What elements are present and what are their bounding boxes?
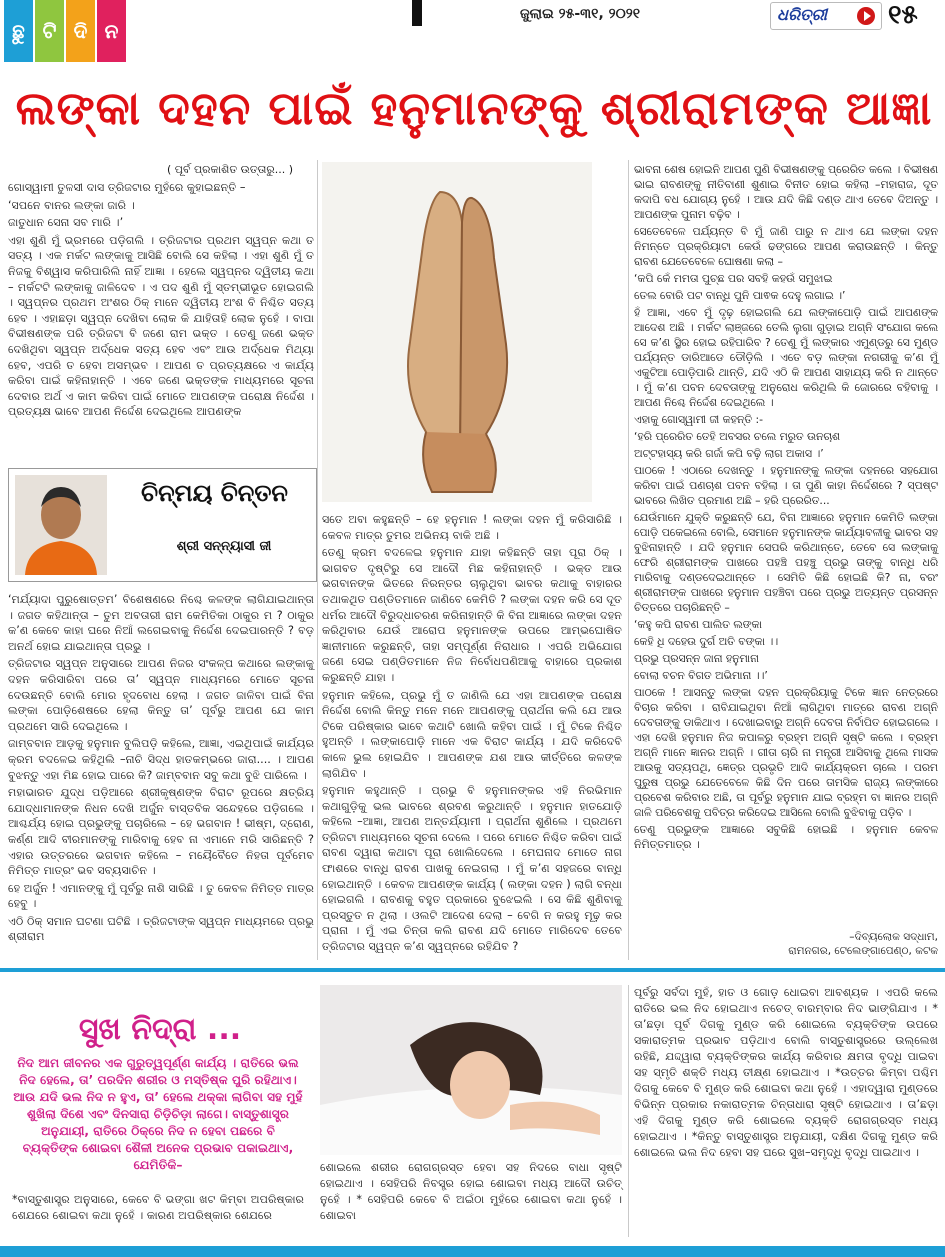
author-photo — [15, 475, 107, 575]
article-column-1-top — [8, 180, 314, 422]
verse-line: ‘ହରି ପ୍ରେରିତ ତେହି ଅବସର ଚଲେ ମରୁତ ଉନଚାଶ — [634, 430, 841, 443]
section-letter-3: ଦି — [66, 0, 95, 62]
article-para: ତେଣୁ କ୍ରମ ବଦଳେଇ ହନୁମାନ ଯାହା କହିଛନ୍ତି ତାହା ପୂରା ଠିକ୍ । ଭାଗବତ ଦୃଷ୍ଟିରୁ ସେ ଆଦୌ ମିଛ କହିନାହାନ୍ତି । ଭକ୍ତ ଆଉ ଭଗବାନଙ୍କ ଭିତରେ ନିରନ୍ତର ଚାଲୁଥିବା ଭାବର କଥାକୁ ବାହାରର ତଥାକଥିତ ପଣ୍ଡିତମାନେ ଜାଣିବେ କେମିତି ? ଲଙ୍କା ଦହନ କରି ସେ ଦୂତ ଧର୍ମର ଆଦୌ ବିରୁଦ୍ଧାଚରଣ କରିନାହାନ୍ତି କି ବିନା ଆଜ୍ଞାରେ ଲଙ୍କା ଦହନ କରିଥିବାର ଯେଉଁ ଆରୋପ ହନୁମାନଙ୍କ ଉପରେ ଆମ୍ଭଘୋଷିତ ଜ୍ଞାନୀମାନେ କରୁଛନ୍ତି, ତାହା ସମ୍ପୂର୍ଣ୍ଣ ନିରାଧାର । ଏପରି ଅଭିଯୋଗ ଜଣେ ସେଇ ପଣ୍ଡିତମାନେ ନିଜ ନିର୍ବୋଧପଣିଆକୁ ବାହାରେ ପ୍ରକାଶ କରୁଛନ୍ତି ଯାହା । — [322, 546, 622, 684]
column-divider — [628, 160, 629, 960]
section-letter-1: ଛୁ — [4, 0, 33, 62]
article-para: ହେ ଅର୍ଜୁନ ! ଏମାନଙ୍କୁ ମୁଁ ପୂର୍ବରୁ ନାଶି ସାରିଛି । ତୁ କେବଳ ନିମିତ୍ତ ମାତ୍ର ହେବୁ । — [8, 881, 314, 911]
page-number: ୧୫ — [888, 0, 918, 30]
verse-line: ବୋଲା ବଚନ ବିଗତ ଅଭିମାନା ।।’ — [634, 669, 768, 682]
section-letter-4: ନ — [97, 0, 126, 62]
verse-line: ଅଟ୍ଟହାସ୍ୟ କରି ଗର୍ଜା କପି ବଢ଼ି ଲାଗ ଅକାସ ।’ — [634, 447, 824, 460]
play-icon — [857, 7, 875, 25]
article-para: ଏହାକୁ ଗୋସ୍ୱାମୀ ଜୀ କହନ୍ତି :- — [634, 413, 764, 426]
signoff-line: ରାମନଗର, ଟେଲେଙ୍ଗାପେଣ୍ଠ, କଟକ — [788, 945, 938, 957]
article-para: ଜାମ୍ବବାନ ଆଡ଼କୁ ହନୁମାନ ବୁଲିପଡ଼ି କହିଲେ, ଆଜ୍ଞା, ଏଇଥିପାଇଁ କାର୍ଯ୍ୟର କ୍ରମ ବଦଳେଇ କହିଥିଲି –ନାଚି ସିଦ୍ଧ ହାତକମ୍ଭରେ ଜାରା.... । ଆପଣ ବୁଝନ୍ତୁ ଏହା ମିଛ ହୋଇ ପାରେ କି? ଜାମ୍ବବାନ ସବୁ କଥା ବୁଝି ପାରିଲେ । — [8, 737, 314, 782]
continued-note: ( ପୂର୍ବ ପ୍ରକାଶିତ ଉତ୍ତାରୁ... ) — [166, 163, 294, 176]
praying-hands-image — [322, 162, 592, 502]
verse-line: ତେଲ ବୋରି ପଟ ବାନ୍ଧି ପୁନି ପାଵକ ଦେହୁ ଲଗାଇ ।’ — [634, 289, 846, 302]
footer-rule — [0, 1246, 945, 1257]
article-column-3 — [634, 162, 938, 854]
brand-logo — [770, 2, 882, 30]
section-letter-2: ଟି — [35, 0, 64, 62]
sleep-intro: ନିଦ ଆମ ଜୀବନର ଏକ ଗୁରୁତ୍ୱପୂର୍ଣ୍ଣ କାର୍ଯ୍ୟ । ରାତିରେ ଭଲ ନିଦ ହେଲେ, ତା’ ପରଦିନ ଶରୀର ଓ ମସ୍ତିଷ୍କ ପୁରି ରହିଥାଏ। ଆଉ ଯଦି ଭଲ ନିଦ ନ ହୁଏ, ତା’ ହେଲେ ଥକ୍କା ଲାଗିବା ସହ ମୁହଁ ଶୁଖିଲା ଦିଶେ ଏବଂ ଦିନସାରା ଚିଡ଼ିଚିଡ଼ା ଲାଗେ। ବାସ୍ତୁଶାସ୍ତ୍ର ଅନୁଯାୟୀ, ରାତିରେ ଠିକ୍‌ରେ ନିଦ ନ ହେବା ପଛରେ ବି ବ୍ୟକ୍ତିଙ୍କ ଶୋଇବା ଶୈଳୀ ଅନେକ ପ୍ରଭାବ ପକାଇଥାଏ, ଯେମିତିକି– — [13, 1056, 303, 1172]
author-byline: ଶ୍ରୀ ସନ୍ନ୍ୟାସୀ ଜୀ — [176, 539, 272, 554]
headline: ଲଙ୍କା ଦହନ ପାଇଁ ହନୁମାନଙ୍କୁ ଶ୍ରୀରାମଙ୍କ ଆଜ୍ଞା — [14, 72, 934, 144]
verse-line: ଜାତୁଧାନ ସେନା ସବ ମାରି ।’ — [8, 216, 124, 230]
issue-date: ଜୁଲାଇ ୨୫-୩୧, ୨୦୨୧ — [520, 6, 641, 22]
article-para: ହନୁମାନ କହିଲେ, ପ୍ରଭୁ ମୁଁ ତ ଜାଣିଲି ଯେ ଏହା ଆପଣଙ୍କ ପରୋକ୍ଷ ନିର୍ଦ୍ଦେଶ ବୋଲି କିନ୍ତୁ ମନେ ମନେ ଆପଣଙ୍କୁ ପ୍ରାର୍ଥନା କଲି ଯେ ଆଉ ଟିକେ ପରିଷ୍କାର ଭାବେ କଥାଟି ଖୋଲି କହିବା ପାଇଁ । ମୁଁ ଟିକେ ନିଶ୍ଚିତ ହୁଅନ୍ତି । ଲଙ୍କାପୋଡ଼ି ମାନେ ଏକ ବିରାଟ କାର୍ଯ୍ୟ । ଯଦି କରିଦେବି କାଳେ ଭୁଲ ହୋଇଯିବ । ଆପଣଙ୍କ ଯଶ ଆଉ କୀର୍ତ୍ତିରେ କଳଙ୍କ ଲାଗିଯିବ । — [322, 688, 622, 780]
column-divider — [317, 160, 318, 960]
article-para-text: ଗୋସ୍ୱାମୀ ତୁଳସୀ ଦାସ ତ୍ରିଜଟାର ମୁହଁରେ କୁହାଇଛନ୍ତି – — [8, 181, 246, 194]
sleep-title: ସୁଖ ନିଦ୍ରା ... — [78, 1012, 242, 1047]
verse-line: ପ୍ରଭୁ ପ୍ରସନ୍ନ ଜାନା ହନୁମାନା — [634, 652, 759, 665]
header-divider — [412, 0, 422, 26]
verse-line: କେହି ଧି ଦହେଉ ଦୁର୍ଗ ଅତି ବଙ୍କା ।। — [634, 635, 779, 648]
column-divider — [628, 985, 629, 1237]
article-para: ହଁ ଆଜ୍ଞା, ଏବେ ମୁଁ ଦୃଢ଼ ହୋଇଗଲି ଯେ ଲଙ୍କାପୋଡ଼ି ପାଇଁ ଆପଣଙ୍କ ଆଦେଶ ଅଛି । ମର୍କଟ ଲାଞ୍ଜରେ ତେଲି ଲୁଗା ଗୁଡ଼ାଇ ଅଗ୍ନି ସଂଯୋଗ କଲେ ସେ କ’ଣ ସ୍ଥିର ହୋଇ ରହିପାରିବ ? ତେଣୁ ମୁଁ ଲଙ୍କାର ଏମୁଣ୍ଡରୁ ସେ ମୁଣ୍ଡ ପର୍ଯ୍ୟନ୍ତ ଡାରିଆଡେ ଡୌଡ଼ିଲି । ଏତେ ବଡ଼ ଲଙ୍କା ନଗରୀକୁ କ’ଣ ମୁଁ ଏକୁଟିଆ ପୋଡ଼ିପାରି ଥାନ୍ତି, ଯଦି ଏଠି କି ଆପଣ ସାହାଯ୍ୟ କରି ନ ଥାନ୍ତେ । ମୁଁ କ’ଣ ପବନ ଦେବତାଙ୍କୁ ଅନୁରୋଧ କରିଥିଲି କି ଜୋରରେ ବହିବାକୁ । ଆପଣ ନିଶ୍ଚେ ନିର୍ଦ୍ଦେଶ ଦେଇଥିଲେ । — [634, 306, 938, 409]
verse-line: ‘ସପନେ ବାନର ଲଙ୍କା ଜାରି । — [8, 198, 135, 212]
verse-line: ‘କପି କେଁ ମମତା ପୁଚ୍ଛ ପର ସବହି କହଉଁ ସମୁଝାଇ — [634, 272, 833, 285]
sleeping-woman-image — [320, 985, 622, 1155]
article-para: ପାଠକେ ! ଏଠାରେ ଦେଖନ୍ତୁ । ହନୁମାନଙ୍କୁ ଲଙ୍କା ଦହନରେ ସହଯୋଗ କରିବା ପାଇଁ ପଣଚାଶ ପବନ ବହିଲା । ତା ପୁଣି କାହା ନିର୍ଦ୍ଦେଶରେ ? ସ୍ପଷ୍ଟ ଭାବରେ ଲିଖିତ ପ୍ରମାଣ ଅଛି – ହରି ପ୍ରେରିତ... — [634, 464, 938, 507]
article-para: ସେତେବେଳେ ପର୍ଯ୍ୟନ୍ତ ବି ମୁଁ ଜାଣି ପାରୁ ନ ଥାଏ ଯେ ଲଙ୍କା ଦହନ ନିମନ୍ତେ ପ୍ରକ୍ରିୟାଟା କେଉଁ ଢଙ୍ଗରେ ଆପଣ କରାଉଛନ୍ତି । କିନ୍ତୁ ରାବଣ ଯେତେବେଳେ ଘୋଷଣା କଲା – — [634, 225, 938, 268]
sleep-column-2: ଶୋଇଲେ ଶରୀର ରୋଗଗ୍ରସ୍ତ ହେବା ସହ ନିଦରେ ବାଧା ସୃଷ୍ଟି ହୋଇଥାଏ । ସେହିପରି ନିବସ୍ତ୍ର ହୋଇ ଶୋଇବା ମଧ୍ୟ ଆଦୌ ଉଚିତ୍ ନୁହେଁ । * ସେହିପରି କେବେ ବି ଅଇଁଠା ମୁହଁରେ ଶୋଇବା କଥା ନୁହେଁ । ଶୋଇବା — [320, 1161, 622, 1222]
article-para — [8, 180, 314, 196]
section-rule — [0, 968, 945, 972]
article-para: ଭାବନା ଶେଷ ହୋଇନି ଆପଣ ପୁଣି ବିଭୀଷଣଙ୍କୁ ପ୍ରେରିତ କଲେ । ବିଭୀଷଣ ଭାଇ ରାବଣଙ୍କୁ ନୀତିବାଣୀ ଶୁଣାଇ ବିନୀତ ହୋଇ କହିଲା –ମହାରାଜ, ଦୂତ କଦାପି ବଧ ଯୋଗ୍ୟ ନୁହେଁ । ଆଉ ଯଦି କିଛି ଦଣ୍ଡ ଥାଏ ତେବେ ଦିଅନ୍ତୁ । ଆପଣଙ୍କ ପୁନାମ ବଢ଼ିବ । — [634, 163, 938, 221]
article-para: ସତେ ଅବା କହୁଛନ୍ତି – ହେ ହନୁମାନ ! ଲଙ୍କା ଦହନ ମୁଁ କରିସାରିଛି । କେବଳ ମାତ୍ର ତୁମର ଅଭିନୟ ବାକି ଅଛି । — [322, 513, 622, 542]
article-para: ଏହା ଶୁଣି ମୁଁ ଭ୍ରମରେ ପଡ଼ିଗଲି । ତ୍ରିଜଟାର ପ୍ରଥମ ସ୍ୱପ୍ନ କଥା ତ ସତ୍ୟ । ଏକ ମର୍କଟ ଲଙ୍କାକୁ ଆସିଛି ବୋଲି ସେ କହିଲା । ଏହା ଶୁଣି ମୁଁ ତ ନିଜକୁ ବିଶ୍ୱାସ କରିପାରିଲି ନାହିଁ ଆଜ୍ଞା । ହେଲେ ସ୍ୱପ୍ନର ଦ୍ୱିତୀୟ କଥା – ମର୍କଟଟି ଲଙ୍କାକୁ ଜାଳିଦେବ । ଏ ପଦ ଶୁଣି ମୁଁ ସ୍ତମ୍ଭୀଭୂତ ହୋଇଗଲି । ସ୍ୱପ୍ନର ପ୍ରଥମ ଅଂଶର ଠିକ୍ ମାନେ ଦ୍ୱିତୀୟ ଅଂଶ ବି ନିଶ୍ଚିତ ସତ୍ୟ ହେବ । ଏହାଛଡ଼ା ସ୍ୱପ୍ନ ଦେଖିବା ଲୋକ କି ଯାହିତାହି ଲୋକ ନୁହେଁ । ବାପା ବିଭୀଷଣଙ୍କ ପରି ତ୍ରିଜଟା ବି ଜଣେ ରାମ ଭକ୍ତ । ତେଣୁ ଜଣେ ଭକ୍ତ ଦେଖିଥିବା ସ୍ୱପ୍ନ ଅର୍ଦ୍ଧେକ ସତ୍ୟ ହେବ ଏବଂ ଆଉ ଅର୍ଦ୍ଧେକ ମିଥ୍ୟା ହେବ, ଏପରି ତ ହେବା ଅସମ୍ଭବ । ଆପଣ ତ ପ୍ରତ୍ୟକ୍ଷରେ ଏ କାର୍ଯ୍ୟ କରିବା ପାଇଁ କହିନାହାନ୍ତି । ଏବେ ଜଣେ ଭକ୍ତଙ୍କ ମାଧ୍ୟମରେ ସୂଚନା ଦେବାର ଅର୍ଥ ଏ କାମ କରିବା ପାଇଁ ମୋତେ ଆପଣଙ୍କ ପରୋକ୍ଷ ନିର୍ଦ୍ଦେଶ । ପ୍ରତ୍ୟକ୍ଷ ଭାବେ ଆପଣ ନିର୍ଦ୍ଦେଶ ଦେଇଥିଲେ ଆପଣଙ୍କ — [8, 233, 314, 419]
column-title: ଚିନ୍ମୟ ଚିନ୍ତନ — [127, 479, 302, 519]
signoff-line: –ଦିବ୍ୟଲୋକ ସଦ୍ଧାମ, — [849, 931, 938, 943]
verse-line: ‘କହୁ କପି ରାବଣ ପାଲିତ ଲଙ୍କା — [634, 618, 762, 631]
article-para: ଯେଉଁମାନେ ଯୁକ୍ତି କରୁଛନ୍ତି ଯେ, ବିନା ଆଜ୍ଞାରେ ହନୁମାନ କେମିତି ଲଙ୍କା ପୋଡ଼ି ପକେଇଲେ ବୋଲି, ସେମାନେ ହନୁମାନଙ୍କ କାର୍ଯ୍ୟାବଳୀକୁ ଭାବର ସହ ବୁଝିନାହାନ୍ତି । ଯଦି ହନୁମାନ ସେପରି କରିଥାନ୍ତେ, ତେବେ ସେ ଲଙ୍କାକୁ ଫେରି ଶ୍ରୀରାମଙ୍କ ପାଖରେ ପହଞ୍ଚି ପହଞ୍ଚୁ ପ୍ରଭୁ ତାଙ୍କୁ ବାନ୍ଧି ଧରି ମାରିବାକୁ ଦଣ୍ଡଦେଇଥାନ୍ତେ । ସେମିତି କିଛି ହୋଇଛି କି? ନା, ବରଂ ଶ୍ରୀରାମଙ୍କ ପାଖରେ ହନୁମାନ ପହଞ୍ଚିବା ପରେ ପ୍ରଭୁ ଅତ୍ୟନ୍ତ ପ୍ରସନ୍ନ ଚିତ୍ତରେ ପଚାରିଛନ୍ତି – — [634, 511, 938, 614]
article-para: ତ୍ରିଜଟାର ସ୍ୱପ୍ନ ଅନୁସାରେ ଆପଣ ନିଜର ସଂକଳ୍ପ କଥାରେ ଲଙ୍କାକୁ ଦହନ କରିସାରିବା ପରେ ତା’ ସ୍ୱପ୍ନ ମାଧ୍ୟମରେ ମୋତେ ସୂଚନା ଦେଉଛନ୍ତି ବୋଲି ମୋର ହୃଦବୋଧ ହେଲା । ଜଗତ ଜାଳିବା ପାଇଁ ବିନା ଲଙ୍କା ପୋଡ଼ିଶେଷରେ ହେଲା କିନ୍ତୁ ତା’ ପୂର୍ବରୁ ଆପଣ ଯେ କାମ ପ୍ରଥମେ ସାରି ଦେଇଥିଲେ । — [8, 657, 314, 733]
signoff — [740, 930, 938, 958]
sleep-column-1: *ବାସ୍ତୁଶାସ୍ତ୍ର ଅନୁସାରେ, କେବେ ବି ଭଙ୍ଗା ଖଟ କିମ୍ବା ଅପରିଷ୍କାର ଶେଯରେ ଶୋଇବା କଥା ନୁହେଁ । କାରଣ ଅପରିଷ୍କାର ଶେଯରେ — [12, 1193, 304, 1222]
article-para: ପାଠକେ ! ଆସନ୍ତୁ ଲଙ୍କା ଦହନ ପ୍ରକ୍ରିୟାକୁ ଟିକେ ଜ୍ଞାନ ନେତ୍ରରେ ବିଚାର କରିବା । ରାବିଯାଇଥିବା ନିଆଁ ଲାଗିଥିବା ମାତ୍ରେ ରାବଣ ଅଗ୍ନି ଦେବତାଙ୍କୁ ଡାକିଥାଏ । ଦେଖାଇବାରୁ ଅଗ୍ନି ଦେବତା ନିର୍ବାପିତ ହୋଇଗଲେ । ଏହା ଦେଖି ହନୁମାନ ନିଜ କପାଳରୁ ବ୍ରହ୍ମ ଅଗ୍ନି ସୃଷ୍ଟି କଲେ । ବ୍ରହ୍ମ ଅଗ୍ନି ମାନେ ଜ୍ଞାନର ଅଗ୍ନି । ଗୀତା ଚାରି ନା ମନ୍ତ୍ରୀ ଆସିବାକୁ ଥିଲେ ମାସକ ଆଉକୁ ସତ୍ୟପଥି, ଜ୍ଞେତ୍ର ପ୍ରଭୃତି ଆଦି କାର୍ଯ୍ୟକ୍ରମ ଚାଲେ । ପରମ ପୁରୁଷ ପ୍ରଭୁ ଯେତେବେଳେ କିଛି ଦିନ ପରେ ତାମସିକ ରାଜ୍ୟ ଲଙ୍କାରେ ପ୍ରବେଶ କରିବାର ଅଛି, ତା ପୂର୍ବରୁ ହନୁମାନ ଯାଇ ବ୍ରହ୍ମ ବା ଜ୍ଞାନର ଅଗ୍ନି ଜାଳି ପରିବେଶକୁ ପବିତ୍ର କରିଦେଇ ଆସିଲେ ବୋଲି ବୁଝିବାକୁ ପଡ଼ିବ । — [634, 686, 938, 819]
column-header-box — [8, 468, 317, 582]
article-para: ମହାଭାରତ ଯୁଦ୍ଧ ପଡ଼ିଆରେ ଶ୍ରୀକୃଷ୍ଣଙ୍କ ବିରାଟ ରୂପରେ କ୍ଷତ୍ରିୟ ଯୋଦ୍ଧାମାନଙ୍କ ନିଧନ ଦେଖି ଅର୍ଜୁନ ବାସ୍ତବିକ ସନ୍ଦେହରେ ପଡ଼ିଗଲେ । ଆଶ୍ଚର୍ଯ୍ୟ ହୋଇ ପ୍ରଭୁଙ୍କୁ ପଚାରିଲେ – ହେ ଭଗବାନ ! ଭୀଷ୍ମ, ଦ୍ରୋଣ, କର୍ଣ୍ଣ ଆଦି ବୀରମାନଙ୍କୁ ମାରିବାକୁ ହେବ ନା ଏମାନେ ମରି ସାରିଛନ୍ତି ? ଏହାର ଉତ୍ତରରେ ଭଗବାନ କହିଲେ – ମୟୈବୈତେ ନିହତା ପୂର୍ବମେବ ନିମିତ୍ତ ମାତ୍ରଂ ଭବ ସବ୍ୟସାଚିନ । — [8, 786, 314, 878]
article-column-1-bottom — [8, 592, 314, 947]
article-column-2 — [322, 512, 622, 957]
article-para: ‘ମର୍ଯ୍ୟାଦା ପୁରୁଷୋତ୍ତମ’ ବିଶେଷଣରେ ନିଶ୍ଚେ କଳଙ୍କ ଲାଗିଯାଇଥାନ୍ତା । ଜଗତ କହିଥାନ୍ତା – ତୁମ ଅବତାରୀ ରାମ କେମିତିକା ଠାକୁର ମ ? ଠାକୁର କ’ଣ କେବେ କାହା ଘରେ ନିଆଁ ଲଗେଇବାକୁ ନିର୍ଦ୍ଦେଶ ଦେଇପାରନ୍ତି ? ବଡ଼ ଅନର୍ଥ ହୋଇ ଯାଇଥାନ୍ତା ପ୍ରଭୁ । — [8, 593, 314, 653]
article-para: ତେଣୁ ପ୍ରଭୁଙ୍କ ଆଜ୍ଞାରେ ସବୁକିଛି ହୋଇଛି । ହନୁମାନ କେବଳ ନିମିତ୍ତମାତ୍ର । — [634, 823, 938, 851]
article-para: ହନୁମାନ କହୁଥାନ୍ତି । ପ୍ରଭୁ ବି ହନୁମାନଙ୍କର ଏହି ନିରଭିମାନ କଥାଗୁଡ଼ିକୁ ଭଲ ଭାବରେ ଶ୍ରବଣ କରୁଥାନ୍ତି । ହନୁମାନ ହାତଯୋଡ଼ି କହିଲେ –ଆଜ୍ଞା, ଆପଣ ଅନ୍ତର୍ଯ୍ୟାମୀ । ପ୍ରାର୍ଥନା ଶୁଣିଲେ । ପ୍ରଥମେ ତ୍ରିଜଟା ମାଧ୍ୟମରେ ସୂଚନା ଦେଲେ । ପରେ ମୋତେ ନିଶ୍ଚିତ କରିବା ପାଇଁ ରାବଣ ଦ୍ୱାରା କଥାଟା ପୂରା ଖୋଲିଦେଲେ । ମେଘନାଦ ମୋତେ ନାଗ ଫାଶରେ ବାନ୍ଧି ରାବଣ ପାଖକୁ ନେଇଗଲା । ମୁଁ କ’ଣ ସହଜରେ ବାନ୍ଧି ହୋଇଥାନ୍ତି । କେବଳ ଆପଣଙ୍କ କାର୍ଯ୍ୟ ( ଲଙ୍କା ଦହନ ) ଲାଗି ବନ୍ଧା ହୋଇଗଲି । ରାବଣକୁ ବହୁତ ପ୍ରକାରେ ବୁଝେଇଲି । ସେ କିଛି ଶୁଣିବାକୁ ପ୍ରସ୍ତୁତ ନ ଥିଲା । ଓଲଟି ଆଦେଶ ଦେଲା – ବେଗି ନ କରହୁ ମୂଢ଼ କର ପ୍ରାନା । ମୁଁ ଏଇ ଚିନ୍ତା କଲି ରାବଣ ଯଦି ମୋତେ ମାରିଦେବ ତେବେ ତ୍ରିଜଟାର ସ୍ୱପ୍ନ କ’ଣ ସ୍ୱପ୍ନରେ ରହିଯିବ ? — [322, 784, 622, 954]
sleep-column-3: ପୂର୍ବରୁ ସର୍ବଦା ମୁହଁ, ହାତ ଓ ଗୋଡ଼ ଧୋଇବା ଆବଶ୍ୟକ । ଏପରି କଲେ ରାତିରେ ଭଲ ନିଦ ହୋଇଥାଏ ନଚେତ୍ ବାରମ୍ବାର ନିଦ ଭାଙ୍ଗିଯାଏ । * ତା’ଛଡ଼ା ପୂର୍ବ ଦିଗକୁ ମୁଣ୍ଡ କରି ଶୋଇଲେ ବ୍ୟକ୍ତିଙ୍କ ଉପରେ ସକାରାତ୍ମକ ପ୍ରଭାବ ପଡ଼ିଥାଏ ବୋଲି ବାସ୍ତୁଶାସ୍ତ୍ରରେ ଉଲ୍ଲେଖ ରହିଛି, ଯଦ୍ଦ୍ୱାରା ବ୍ୟକ୍ତିଙ୍କର କାର୍ଯ୍ୟ କରିବାର କ୍ଷମତା ବୃଦ୍ଧି ପାଇବା ସହ ସ୍ମୃତି ଶକ୍ତି ମଧ୍ୟ ତୀକ୍ଷ୍ଣ ହୋଇଥାଏ । *ଉତ୍ତର କିମ୍ବା ପଶ୍ଚିମ ଦିଗକୁ କେବେ ବି ମୁଣ୍ଡ କରି ଶୋଇବା କଥା ନୁହେଁ । ଏହାଦ୍ୱାରା ମୁଣ୍ଡରେ ବିଭିନ୍ନ ପ୍ରକାର ନକାରାତ୍ମକ ଚିନ୍ତାଧାରା ସୃଷ୍ଟି ହୋଇଥାଏ । ତା’ଛଡ଼ା ଏହି ଦିଗକୁ ମୁଣ୍ଡ କରି ଶୋଇଲେ ବ୍ୟକ୍ତି ରୋଗଗ୍ରସ୍ତ ମଧ୍ୟ ହୋଇଥାଏ । *କିନ୍ତୁ ବାସ୍ତୁଶାସ୍ତ୍ର ଅନୁଯାୟୀ, ଦକ୍ଷିଣ ଦିଗକୁ ମୁଣ୍ଡ କରି ଶୋଇଲେ ଭଲ ନିଦ ହେବା ସହ ଘରେ ସୁଖ–ସମୃଦ୍ଧି ବୃଦ୍ଧି ପାଇଥାଏ । — [634, 986, 938, 1159]
article-para: ଏଠି ଠିକ୍ ସମାନ ଘଟଣା ଘଟିଛି । ତ୍ରିଜଟାଙ୍କ ସ୍ୱପ୍ନ ମାଧ୍ୟମରେ ପ୍ରଭୁ ଶ୍ରୀରାମ — [8, 914, 314, 944]
brand-name: ଧରିତ୍ରୀ — [777, 5, 827, 24]
